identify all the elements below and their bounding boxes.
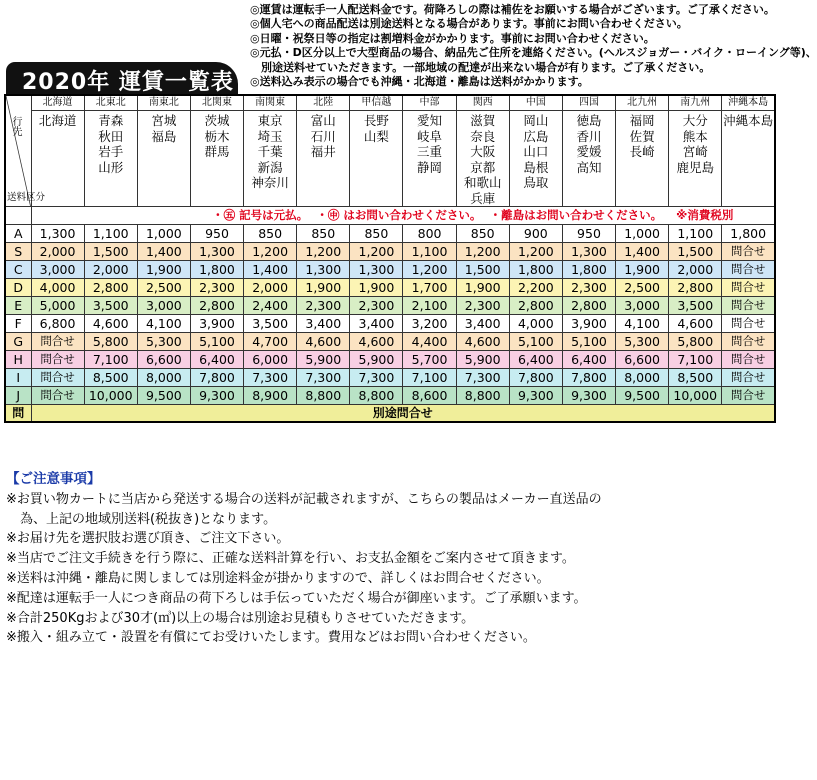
rate-cell: 1,200 [509,243,562,261]
prefecture-name: 鹿児島 [676,159,715,175]
rate-cell: 4,700 [244,333,297,351]
rate-cell: 4,100 [137,315,190,333]
rate-cell: 1,900 [137,261,190,279]
rate-cell: 2,800 [509,297,562,315]
rate-cell: 問合せ [722,387,775,405]
notes-section [6,470,776,648]
prefecture-name: 福岡 [629,113,655,128]
rate-cell: 850 [350,225,403,243]
rate-row [5,387,775,405]
region-header: 北東北 [84,95,137,111]
rate-cell: 2,100 [403,297,456,315]
prefecture-name: 茨城 [204,113,230,128]
prefecture-name: 和歌山 [463,175,502,190]
rate-cell: 7,800 [190,369,243,387]
rate-cell: 1,300 [297,261,350,279]
rate-cell: 問合せ [722,279,775,297]
rate-cell: 6,400 [562,351,615,369]
note-line: 為、上記の地域別送料(税抜き)となります。 [20,511,277,527]
rate-cell: 2,800 [562,297,615,315]
legend [31,207,775,225]
prefecture-name: 佐賀 [629,128,655,144]
rate-cell: 950 [190,225,243,243]
rate-cell: 4,600 [350,333,403,351]
rate-cell: 1,200 [456,243,509,261]
prefecture-cell [509,111,562,207]
rate-cell: 5,900 [297,351,350,369]
rate-row [5,297,775,315]
rate-cell: 5,900 [456,351,509,369]
rate-cell: 2,000 [244,279,297,297]
rate-cell: 900 [509,225,562,243]
rate-class-code: G [5,333,31,351]
rate-cell: 5,800 [669,333,722,351]
rate-cell: 問合せ [722,243,775,261]
rate-cell: 問合せ [722,261,775,279]
prefecture-name: 富山 [310,113,336,128]
prefecture-cell [562,111,615,207]
rate-cell: 7,300 [350,369,403,387]
rate-class-code: H [5,351,31,369]
prefecture-name: 沖縄本島 [723,113,774,128]
prefecture-name: 山口 [523,144,549,159]
rate-row [5,351,775,369]
rate-cell: 7,800 [562,369,615,387]
rate-cell: 9,300 [562,387,615,405]
region-header: 沖縄本島 [722,95,775,111]
rate-cell: 1,500 [669,243,722,261]
rate-cell: 2,300 [456,297,509,315]
rate-cell: 8,900 [244,387,297,405]
legend-contact: ・㊥ はお問い合わせください。 [316,208,476,222]
rate-cell: 4,400 [403,333,456,351]
rate-cell: 8,500 [84,369,137,387]
header-note: ◎運賃は運転手一人配送料金です。荷降ろしの際は補佐をお願いする場合がございます。ご了承ください。 [250,3,775,16]
rate-cell: 3,200 [403,315,456,333]
rate-cell: 2,000 [669,261,722,279]
rate-cell: 2,000 [31,243,84,261]
note-line: ※送料は沖縄・離島に関しましては別途料金が掛かりますので、詳しくはお問合せください。 [6,570,550,586]
rate-cell: 1,900 [350,279,403,297]
prefecture-name: 秋田 [98,128,124,144]
rate-row [5,243,775,261]
rate-row [5,261,775,279]
rate-class-code: J [5,387,31,405]
rate-cell: 3,400 [350,315,403,333]
prefecture-name: 山梨 [363,128,389,144]
rate-cell: 8,800 [456,387,509,405]
prefecture-name: 京都 [470,159,496,175]
shipping-rate-table [4,94,776,423]
rate-cell: 問合せ [722,333,775,351]
prefecture-name: 島根 [523,159,549,175]
prefecture-name: 青森 [98,113,124,128]
rate-class-code: I [5,369,31,387]
prefecture-cell [722,111,775,207]
rate-cell: 7,100 [669,351,722,369]
title-banner [6,62,238,96]
region-header-row [5,95,775,111]
prefecture-name: 広島 [523,128,549,144]
rate-cell: 1,100 [84,225,137,243]
rate-cell: 6,600 [616,351,669,369]
rate-cell: 9,500 [616,387,669,405]
rate-cell: 8,000 [137,369,190,387]
contact-text: 別途問合せ [31,405,775,423]
header-note: ◎個人宅への商品配送は別途送料となる場合があります。事前にお問い合わせください。 [250,17,688,31]
rate-cell: 2,000 [84,261,137,279]
rate-cell: 1,900 [456,279,509,297]
region-header: 関西 [456,95,509,111]
rate-cell: 7,100 [84,351,137,369]
rate-cell: 4,100 [616,315,669,333]
rate-cell: 4,600 [297,333,350,351]
prefecture-name: 埼玉 [257,128,283,144]
rate-cell: 1,500 [456,261,509,279]
rate-cell: 5,900 [350,351,403,369]
rate-cell: 1,000 [616,225,669,243]
note-line: ※お買い物カートに当店から発送する場合の送料が記載されますが、こちらの製品はメーカー直送品の [6,491,602,507]
header-notes [250,3,817,89]
prefecture-name: 東京 [257,113,283,128]
legend-prepaid: ・㊄ 記号は元払。 [212,208,303,222]
note-line: ※お届け先を選択肢お選び頂き、ご注文下さい。 [6,531,290,547]
rate-cell: 5,100 [509,333,562,351]
rate-cell: 1,200 [350,243,403,261]
rate-cell: 6,600 [137,351,190,369]
prefecture-name: 奈良 [470,128,496,144]
rate-cell: 1,200 [403,261,456,279]
region-header: 北関東 [190,95,243,111]
prefecture-name: 三重 [417,144,443,159]
rate-cell: 1,400 [244,261,297,279]
region-header: 北九州 [616,95,669,111]
rate-cell: 問合せ [722,369,775,387]
rate-class-code: F [5,315,31,333]
prefecture-name: 滋賀 [470,113,496,128]
rate-row [5,333,775,351]
prefecture-name: 鳥取 [523,175,549,190]
rate-cell: 6,800 [31,315,84,333]
rate-cell: 2,800 [190,297,243,315]
rate-cell: 4,000 [31,279,84,297]
rate-cell: 問合せ [722,315,775,333]
rate-cell: 問合せ [31,351,84,369]
note-line: ※合計250Kgおよび30才(㎥)以上の場合は別途お見積もりさせていただきます。 [6,610,475,626]
rate-cell: 問合せ [31,369,84,387]
rate-cell: 1,300 [350,261,403,279]
rate-cell: 3,900 [190,315,243,333]
region-header: 北海道 [31,95,84,111]
corner-destination-label: 行先 [10,116,21,136]
rate-cell: 850 [297,225,350,243]
rate-cell: 4,000 [509,315,562,333]
prefecture-cell [456,111,509,207]
rate-cell: 1,200 [297,243,350,261]
rate-cell: 5,300 [137,333,190,351]
rate-cell: 4,600 [669,315,722,333]
rate-cell: 9,300 [190,387,243,405]
prefecture-name: 宮崎 [682,144,708,159]
rate-class-code: D [5,279,31,297]
rate-row [5,315,775,333]
rate-class-code: S [5,243,31,261]
prefecture-name: 石川 [310,128,336,144]
rate-cell: 2,200 [509,279,562,297]
prefecture-name: 新潟 [257,159,283,175]
region-header: 甲信越 [350,95,403,111]
prefecture-name: 熊本 [682,128,708,144]
rate-cell: 1,800 [190,261,243,279]
prefecture-name: 香川 [576,128,602,144]
rate-cell: 3,000 [137,297,190,315]
prefecture-cell [190,111,243,207]
prefecture-name: 岩手 [98,144,124,159]
rate-cell: 7,300 [244,369,297,387]
rate-cell: 5,300 [616,333,669,351]
rate-cell: 7,300 [456,369,509,387]
rate-cell: 1,100 [403,243,456,261]
prefecture-name: 群馬 [204,144,230,159]
prefecture-name: 高知 [576,159,602,175]
rate-cell: 2,300 [350,297,403,315]
rate-cell: 8,800 [350,387,403,405]
rate-cell: 7,100 [403,369,456,387]
legend-row [5,207,775,225]
rate-cell: 3,500 [669,297,722,315]
prefecture-name: 大分 [682,113,708,128]
rate-class-code: C [5,261,31,279]
region-header: 四国 [562,95,615,111]
rate-cell: 1,800 [509,261,562,279]
prefecture-cell [350,111,403,207]
prefecture-name: 兵庫 [470,190,496,206]
region-header: 南九州 [669,95,722,111]
rate-cell: 950 [562,225,615,243]
prefecture-name: 栃木 [204,128,230,144]
header-note: 別途送料せていただきます。一部地域の配達が出来ない場合が有ります。ご了承ください。 [261,60,711,74]
rate-cell: 3,500 [244,315,297,333]
rate-cell: 1,400 [137,243,190,261]
prefecture-name: 岐阜 [417,128,443,144]
corner-class-label: 送料区分 [7,192,46,203]
rate-cell: 10,000 [669,387,722,405]
prefecture-name: 長野 [363,113,389,128]
prefecture-name: 神奈川 [251,175,289,190]
rate-cell: 1,900 [616,261,669,279]
legend-spacer [5,207,31,225]
rate-cell: 3,400 [297,315,350,333]
rate-cell: 1,900 [297,279,350,297]
prefecture-cell [616,111,669,207]
rate-cell: 8,800 [297,387,350,405]
prefecture-cell [137,111,190,207]
rate-class-code: A [5,225,31,243]
legend-island: ・離島はお問い合わせください。 [489,208,663,222]
note-line: ※配達は運転手一人につき商品の荷下ろしは手伝っていただく場合が御座います。ご了承願います。 [6,590,587,606]
rate-cell: 3,900 [562,315,615,333]
rate-cell: 9,500 [137,387,190,405]
prefecture-name: 千葉 [257,144,283,159]
header-note: ◎送料込み表示の場合でも沖縄・北海道・離島は送料がかかります。 [250,75,589,89]
rate-cell: 5,700 [403,351,456,369]
rate-cell: 6,400 [509,351,562,369]
rate-cell: 3,400 [456,315,509,333]
rate-cell: 2,400 [244,297,297,315]
rate-cell: 6,400 [190,351,243,369]
rate-cell: 4,600 [456,333,509,351]
rate-cell: 5,800 [84,333,137,351]
rate-cell: 問合せ [722,351,775,369]
rate-cell: 3,500 [84,297,137,315]
prefecture-name: 愛知 [417,113,443,128]
rate-cell: 5,000 [31,297,84,315]
prefecture-name: 徳島 [576,113,602,128]
diagonal-divider [6,96,31,206]
rate-class-code: 問 [5,405,31,423]
page-title: 2020年 運賃一覧表 [22,70,234,95]
prefecture-name: 大阪 [470,144,496,159]
region-header: 中部 [403,95,456,111]
rate-cell: 1,400 [616,243,669,261]
rate-class-code: E [5,297,31,315]
rate-row [5,279,775,297]
rate-cell: 850 [244,225,297,243]
rate-cell: 9,300 [509,387,562,405]
rate-cell: 2,300 [562,279,615,297]
rate-cell: 4,600 [84,315,137,333]
rate-cell: 3,000 [31,261,84,279]
rate-cell: 1,300 [190,243,243,261]
rate-cell: 問合せ [722,297,775,315]
prefecture-name: 北海道 [38,113,77,128]
rate-cell: 850 [456,225,509,243]
rate-cell: 5,100 [562,333,615,351]
rate-cell: 10,000 [84,387,137,405]
prefecture-name: 山形 [98,159,124,175]
notes-title: 【ご注意事項】 [6,471,101,487]
prefecture-name: 静岡 [417,159,443,175]
rate-cell: 問合せ [31,333,84,351]
header-note: ◎日曜・祝祭日等の指定は割増料金がかかります。事前にお問い合わせください。 [250,31,655,45]
legend-tax: ※消費税別 [676,208,734,222]
rate-cell: 2,800 [84,279,137,297]
prefecture-cell [244,111,297,207]
rate-cell: 1,200 [244,243,297,261]
rate-cell: 1,700 [403,279,456,297]
rate-cell: 1,300 [562,243,615,261]
note-line: ※搬入・組み立て・設置を有償にてお受けいたします。費用などはお問い合わせください。 [6,630,536,646]
region-header: 中国 [509,95,562,111]
rate-cell: 2,500 [137,279,190,297]
rate-cell: 7,800 [509,369,562,387]
prefecture-name: 福島 [151,128,177,144]
rate-cell: 8,000 [616,369,669,387]
rate-row [5,369,775,387]
rate-cell: 問合せ [31,387,84,405]
rate-cell: 2,800 [669,279,722,297]
rate-cell: 1,800 [722,225,775,243]
prefecture-cell [297,111,350,207]
region-header: 南東北 [137,95,190,111]
rate-cell: 1,000 [137,225,190,243]
prefecture-name: 福井 [310,144,336,159]
region-header: 北陸 [297,95,350,111]
contact-row [5,405,775,423]
rate-cell: 7,300 [297,369,350,387]
rate-cell: 1,300 [31,225,84,243]
header-note: ◎元払・D区分以上で大型商品の場合、納品先ご住所を連絡ください。(ヘルスジョガー・バイク・ローイング等)、 [250,46,817,60]
rate-cell: 8,600 [403,387,456,405]
rate-cell: 2,300 [297,297,350,315]
rate-cell: 1,100 [669,225,722,243]
prefecture-name: 長崎 [629,144,655,159]
rate-cell: 1,500 [84,243,137,261]
prefecture-name: 愛媛 [576,144,602,159]
rate-cell: 3,000 [616,297,669,315]
rate-cell: 6,000 [244,351,297,369]
prefecture-cell [403,111,456,207]
rate-cell: 5,100 [190,333,243,351]
prefecture-name: 宮城 [151,113,177,128]
corner-cell [5,95,46,207]
rate-cell: 8,500 [669,369,722,387]
prefecture-cell [669,111,722,207]
rate-cell: 2,500 [616,279,669,297]
region-header: 南関東 [244,95,297,111]
rate-cell: 800 [403,225,456,243]
note-line: ※当店でご注文手続きを行う際に、正確な送料計算を行い、お支払金額をご案内させて頂きます。 [6,551,575,567]
prefecture-name: 岡山 [523,113,549,128]
rate-cell: 2,300 [190,279,243,297]
prefecture-row [5,111,775,207]
rate-cell: 1,800 [562,261,615,279]
rate-row [5,225,775,243]
prefecture-cell [84,111,137,207]
